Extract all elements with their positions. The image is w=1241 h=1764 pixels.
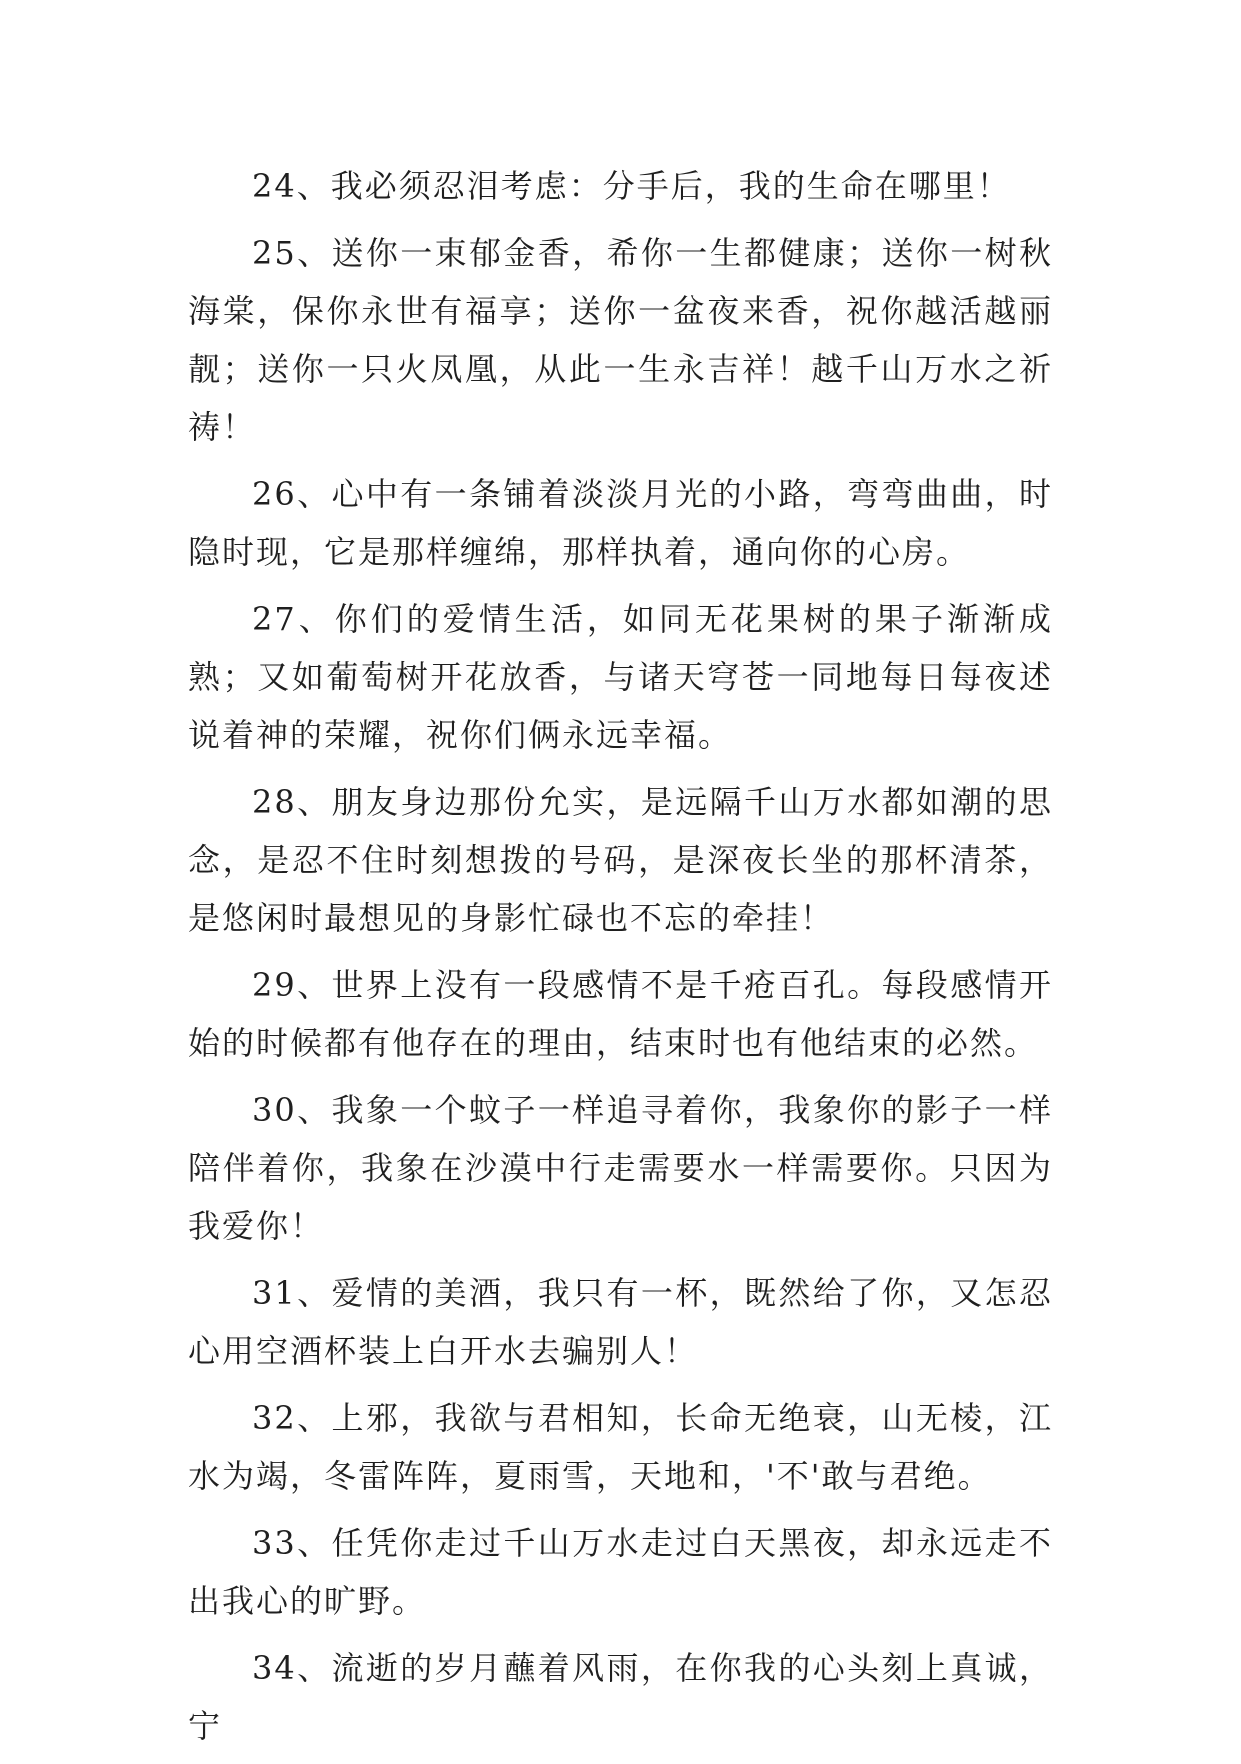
- paragraph-26: 26、心中有一条铺着淡淡月光的小路，弯弯曲曲，时隐时现，它是那样缠绵，那样执着，通向你的心房。: [188, 475, 1053, 571]
- paragraph-31: 31、爱情的美酒，我只有一杯，既然给了你，又怎忍心用空酒杯装上白开水去骗别人！: [188, 1274, 1053, 1370]
- paragraph-29: 29、世界上没有一段感情不是千疮百孔。每段感情开始的时候都有他存在的理由，结束时也有他结束的必然。: [188, 966, 1053, 1062]
- paragraph-32: 32、上邪，我欲与君相知，长命无绝衰，山无棱，江水为竭，冬雷阵阵，夏雨雪，天地和，'不'敢与君绝。: [188, 1399, 1053, 1495]
- document-body: [188, 157, 1053, 1764]
- paragraph-30: 30、我象一个蚊子一样追寻着你，我象你的影子一样陪伴着你，我象在沙漠中行走需要水一样需要你。只因为我爱你！: [188, 1091, 1053, 1245]
- paragraph-24: 24、我必须忍泪考虑：分手后，我的生命在哪里！: [252, 167, 1011, 205]
- paragraph-27: 27、你们的爱情生活，如同无花果树的果子渐渐成熟；又如葡萄树开花放香，与诸天穹苍一同地每日每夜述说着神的荣耀，祝你们俩永远幸福。: [188, 600, 1053, 754]
- paragraph-28: 28、朋友身边那份允实，是远隔千山万水都如潮的思念，是忍不住时刻想拨的号码，是深夜长坐的那杯清茶，是悠闲时最想见的身影忙碌也不忘的牵挂！: [188, 783, 1053, 937]
- paragraph-33: 33、任凭你走过千山万水走过白天黑夜，却永远走不出我心的旷野。: [188, 1524, 1053, 1620]
- paragraph-34: 34、流逝的岁月蘸着风雨，在你我的心头刻上真诚，宁: [188, 1649, 1053, 1745]
- paragraph-25: 25、送你一束郁金香，希你一生都健康；送你一树秋海棠，保你永世有福享；送你一盆夜来香，祝你越活越丽靓；送你一只火凤凰，从此一生永吉祥！越千山万水之祈祷！: [188, 234, 1053, 446]
